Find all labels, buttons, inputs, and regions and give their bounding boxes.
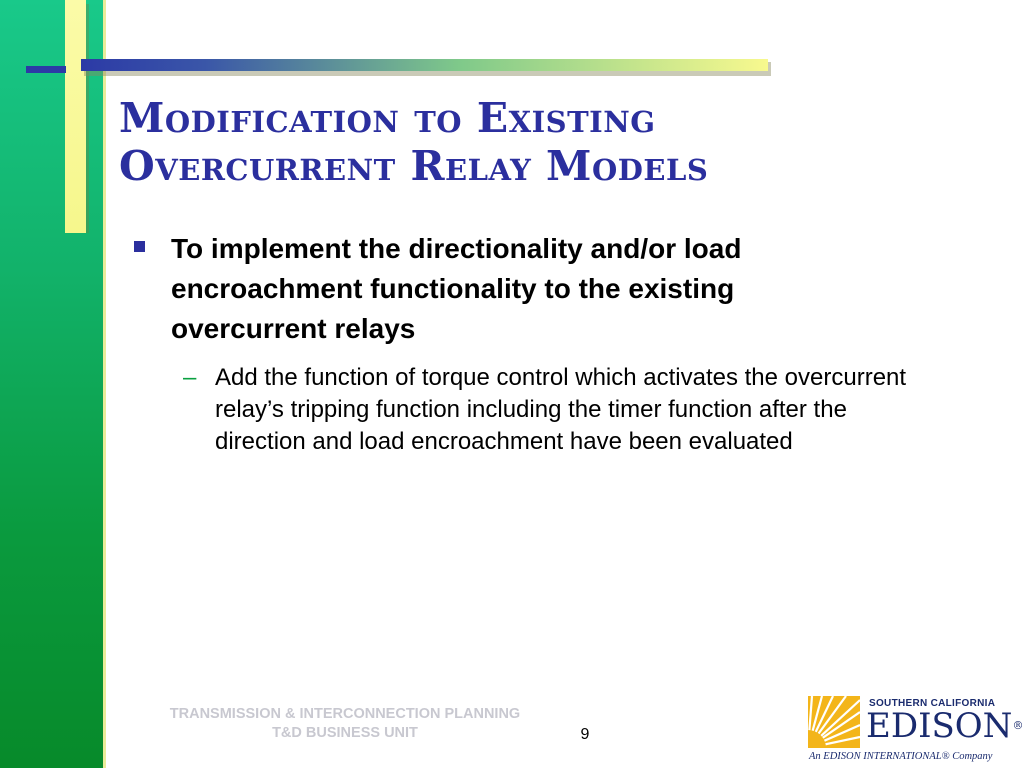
bullet-level-2-text: Add the function of torque control which activates the overcurrent relay’s tripping function including the timer function after the direction and load encroachment have been evaluated (215, 364, 907, 455)
horizontal-gradient-bar (81, 59, 768, 71)
footer-line-2: T&D BUSINESS UNIT (272, 725, 418, 741)
sunburst-logo-icon (808, 696, 860, 748)
footer-line-1: TRANSMISSION & INTERCONNECTION PLANNING (169, 706, 521, 722)
bullet-level-1 (130, 229, 890, 349)
logo-edison-word: EDISON (866, 706, 1013, 746)
slide-title-line-1: Modification to Existing (119, 94, 656, 142)
logo-edison-text (866, 706, 1023, 746)
horizontal-bar-left-segment (26, 66, 66, 73)
slide-title (119, 94, 999, 190)
square-bullet-icon (134, 241, 145, 252)
dash-bullet-icon: – (183, 364, 197, 391)
registered-mark: ® (1012, 719, 1024, 732)
left-band-edge (103, 0, 106, 768)
vertical-yellow-bar (65, 0, 86, 233)
logo-tagline: An EDISON INTERNATIONAL® Company (809, 751, 993, 762)
bullet-level-1-text: To implement the directionality and/or load encroachment functionality to the existing overcurrent relays (171, 233, 742, 344)
bullet-level-2 (183, 362, 928, 458)
slide-title-line-2: Overcurrent Relay Models (119, 142, 709, 190)
page-number: 9 (580, 726, 590, 743)
left-green-band (0, 0, 106, 768)
logo-small-text: SOUTHERN CALIFORNIA (869, 698, 996, 709)
footer-text (130, 705, 560, 743)
